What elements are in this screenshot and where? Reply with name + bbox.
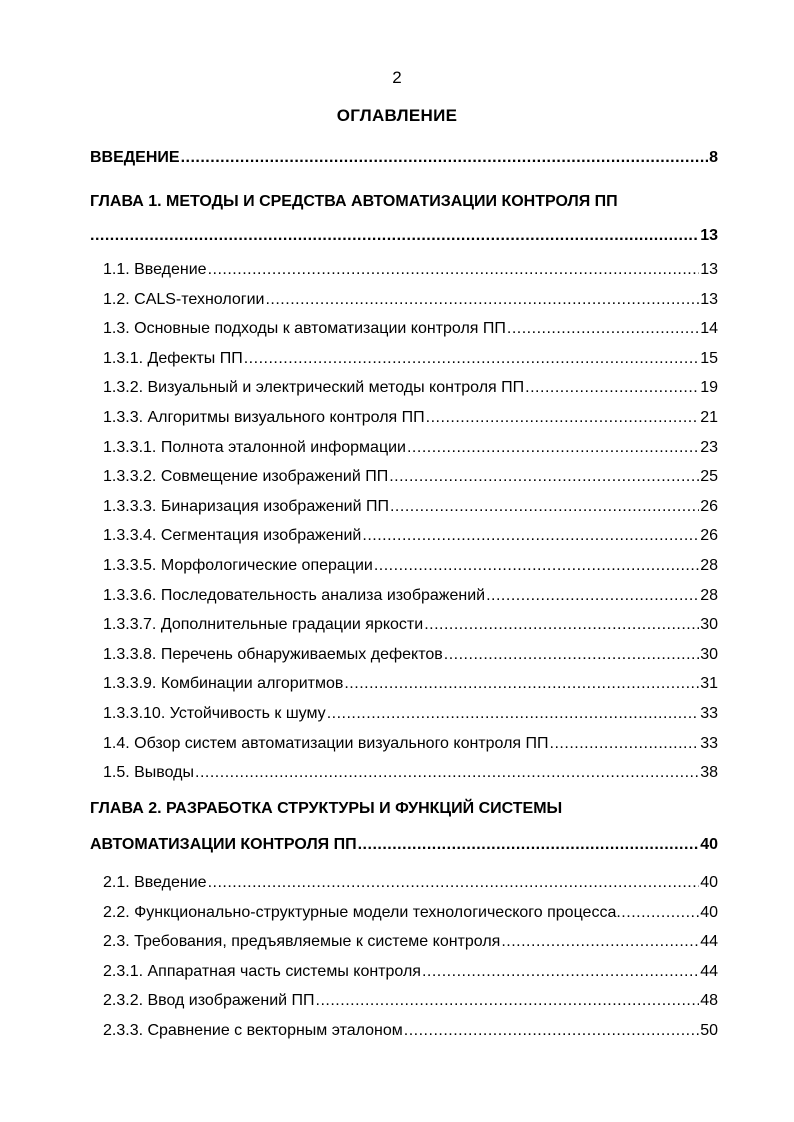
- toc-entry: [90, 991, 718, 1011]
- dot-leader: [208, 873, 700, 893]
- toc-entry-intro: [90, 148, 718, 168]
- toc-entry: [90, 734, 718, 754]
- toc-entry-page: 40: [700, 903, 718, 921]
- dot-leader: [407, 438, 699, 458]
- toc-entry: [90, 873, 718, 893]
- toc-entry-label: 2.1. Введение: [103, 874, 207, 892]
- toc-entry: [90, 378, 718, 398]
- toc-entry: [90, 763, 718, 783]
- toc-entry-label: 2.2. Функционально-структурные модели технологического процесса: [103, 903, 617, 921]
- toc-entry-label: 1.3.3. Алгоритмы визуального контроля ПП: [103, 408, 425, 426]
- toc-entry-label: 1.3.3.10. Устойчивость к шуму: [103, 704, 326, 722]
- toc-entry: [90, 586, 718, 606]
- toc-entry: [90, 319, 718, 339]
- dot-leader: [550, 734, 700, 754]
- toc-entry-page: 40: [700, 874, 718, 892]
- dot-leader: [358, 835, 700, 855]
- toc-entry-page: 26: [700, 497, 718, 515]
- toc-entry-label: 1.3.3.7. Дополнительные градации яркости: [103, 616, 424, 634]
- chapter-2-heading-line2: [90, 835, 718, 855]
- toc-entry-label: 1.3.3.6. Последовательность анализа изображений: [103, 586, 486, 604]
- dot-leader: [316, 991, 700, 1011]
- dot-leader: [501, 932, 699, 952]
- toc-entry-label: 1.3.1. Дефекты ПП: [103, 349, 243, 367]
- toc-entry-page: 21: [700, 408, 718, 426]
- dot-leader: [362, 526, 699, 546]
- toc-entry-page: 26: [700, 527, 718, 545]
- dot-leader: [404, 1021, 699, 1041]
- dot-leader: [426, 408, 700, 428]
- toc-entry-label: 2.3.2. Ввод изображений ПП: [103, 992, 315, 1010]
- toc-entry-label: 1.1. Введение: [103, 261, 207, 278]
- toc-entry-page: 48: [700, 992, 718, 1010]
- dot-leader: [265, 290, 699, 310]
- toc-entry-label: 1.3.3.9. Комбинации алгоритмов: [103, 675, 344, 693]
- chapter-2-heading-line1: ГЛАВА 2. РАЗРАБОТКА СТРУКТУРЫ И ФУНКЦИЙ СИСТЕМЫ: [90, 800, 563, 818]
- toc-entry-page: 30: [700, 616, 718, 634]
- toc-entry-page: 8: [709, 149, 718, 166]
- chapter-1-heading: ГЛАВА 1. МЕТОДЫ И СРЕДСТВА АВТОМАТИЗАЦИИ КОНТРОЛЯ ПП: [90, 193, 618, 210]
- toc-entry: [90, 438, 718, 458]
- toc-entry-page: 15: [700, 349, 718, 367]
- dot-leader: [181, 148, 709, 168]
- toc-entry: [90, 962, 718, 982]
- toc-entry-page: 13: [700, 227, 718, 244]
- toc-entry-label: АВТОМАТИЗАЦИИ КОНТРОЛЯ ПП: [90, 836, 357, 854]
- toc-entry: [90, 497, 718, 517]
- page-number: 2: [392, 68, 402, 87]
- toc-entry-label: 1.2. CALS-технологии: [103, 290, 265, 308]
- dot-leader: [208, 260, 700, 280]
- dot-leader: [422, 962, 699, 982]
- dot-leader: [344, 674, 699, 694]
- toc-entry-page: 28: [700, 586, 718, 604]
- dot-leader: [507, 319, 699, 339]
- toc-entry-page: 13: [700, 290, 718, 308]
- dot-leader: [424, 615, 699, 635]
- toc-entry: [90, 526, 718, 546]
- toc-entry-page: 33: [700, 734, 718, 752]
- toc-entry: [90, 290, 718, 310]
- dot-leader: [389, 467, 699, 487]
- toc-entry-label: 1.4. Обзор систем автоматизации визуального контроля ПП: [103, 734, 549, 752]
- toc-entry-page: 19: [700, 379, 718, 397]
- dot-leader: [390, 497, 699, 517]
- toc-entry-label: 1.3.3.5. Морфологические операции: [103, 556, 373, 574]
- toc-entry: [90, 1021, 718, 1041]
- dot-leader: [195, 763, 699, 783]
- dot-leader: [616, 903, 700, 923]
- toc-entry-label: 1.5. Выводы: [103, 764, 195, 782]
- toc-entry-label: 1.3.3.3. Бинаризация изображений ПП: [103, 497, 389, 515]
- toc-entry-page: 25: [700, 468, 718, 486]
- toc-entry: [90, 903, 718, 923]
- dot-leader: [525, 378, 699, 398]
- toc-entry: [90, 260, 718, 280]
- toc-entry-label: 2.3.1. Аппаратная часть системы контроля: [103, 962, 421, 980]
- dot-leader: [90, 226, 699, 246]
- toc-entry-page: 40: [700, 836, 718, 854]
- toc-entry-label: 1.3.3.4. Сегментация изображений: [103, 527, 362, 545]
- toc-entry-page: 28: [700, 556, 718, 574]
- chapter-1-items: [90, 260, 718, 783]
- dot-leader: [244, 349, 699, 369]
- toc-title: ОГЛАВЛЕНИЕ: [336, 106, 458, 125]
- toc-entry-page: 13: [700, 261, 718, 278]
- toc-entry: [90, 615, 718, 635]
- dot-leader: [486, 586, 699, 606]
- toc-entry: [90, 645, 718, 665]
- toc-entry-label: ВВЕДЕНИЕ: [90, 149, 180, 166]
- toc-entry-page: 30: [700, 645, 718, 663]
- toc-entry: [90, 408, 718, 428]
- toc-entry-page: 33: [700, 704, 718, 722]
- toc-entry-page: 23: [700, 438, 718, 456]
- toc-entry-label: 1.3. Основные подходы к автоматизации контроля ПП: [103, 320, 506, 338]
- dot-leader: [444, 645, 699, 665]
- dot-leader: [327, 704, 700, 724]
- table-of-contents: [90, 148, 718, 1041]
- toc-entry-page: 31: [700, 675, 718, 693]
- toc-entry-page: 38: [700, 764, 718, 782]
- toc-entry-page: 14: [700, 320, 718, 338]
- toc-entry-label: 1.3.3.1. Полнота эталонной информации: [103, 438, 406, 456]
- toc-entry: [90, 556, 718, 576]
- chapter-1-page-row: [90, 226, 718, 246]
- toc-entry-label: 2.3. Требования, предъявляемые к системе контроля: [103, 933, 501, 951]
- toc-entry-label: 1.3.3.2. Совмещение изображений ПП: [103, 468, 389, 486]
- dot-leader: [374, 556, 699, 576]
- toc-entry: [90, 674, 718, 694]
- toc-entry-label: 2.3.3. Сравнение с векторным эталоном: [103, 1022, 403, 1040]
- toc-entry-label: 1.3.2. Визуальный и электрический методы контроля ПП: [103, 379, 525, 397]
- toc-entry-label: 1.3.3.8. Перечень обнаруживаемых дефектов: [103, 645, 443, 663]
- toc-entry-page: 44: [700, 933, 718, 951]
- toc-entry: [90, 932, 718, 952]
- chapter-2-items: [90, 873, 718, 1041]
- toc-entry: [90, 704, 718, 724]
- toc-entry-page: 44: [700, 962, 718, 980]
- toc-entry-page: 50: [700, 1022, 718, 1040]
- toc-entry: [90, 467, 718, 487]
- toc-entry: [90, 349, 718, 369]
